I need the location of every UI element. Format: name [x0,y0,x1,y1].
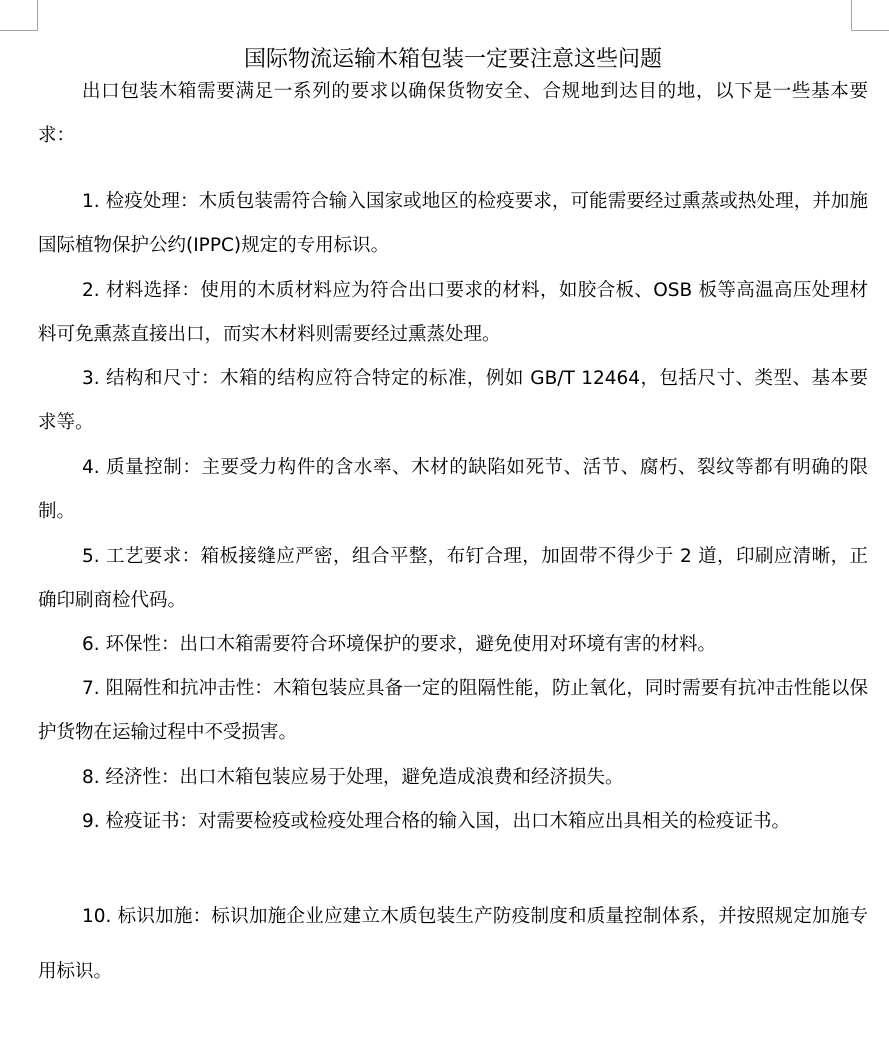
paragraph-item-2: 2. 材料选择：使用的木质材料应为符合出口要求的材料，如胶合板、OSB 板等高温高压处理材料可免熏蒸直接出口，而实木材料则需要经过熏蒸处理。 [38,280,868,345]
paragraph-item-10: 10. 标识加施：标识加施企业应建立木质包装生产防疫制度和质量控制体系，并按照规定加施专用标识。 [38,906,868,982]
paragraph-item-1: 1. 检疫处理：木质包装需符合输入国家或地区的检疫要求，可能需要经过熏蒸或热处理，并加施国际植物保护公约(IPPC)规定的专用标识。 [38,191,868,256]
paragraph-item-7: 7. 阻隔性和抗冲击性：木箱包装应具备一定的阻隔性能，防止氧化，同时需要有抗冲击性能以保护货物在运输过程中不受损害。 [38,678,868,743]
crop-mark-top-right-vertical [851,0,852,31]
paragraph-item-6: 6. 环保性：出口木箱需要符合环境保护的要求，避免使用对环境有害的材料。 [82,634,717,655]
crop-mark-top-right-horizontal [851,30,889,31]
document-title: 国际物流运输木箱包装一定要注意这些问题 [243,47,662,72]
paragraph-item-9: 9. 检疫证书：对需要检疫或检疫处理合格的输入国，出口木箱应出具相关的检疫证书。 [82,811,791,832]
crop-mark-top-left-horizontal [0,30,38,31]
crop-mark-top-left-vertical [37,0,38,31]
paragraph-item-8: 8. 经济性：出口木箱包装应易于处理，避免造成浪费和经济损失。 [82,767,624,788]
paragraph-item-5: 5. 工艺要求：箱板接缝应严密，组合平整，布钉合理，加固带不得少于 2 道，印刷应清晰，正确印刷商检代码。 [38,546,868,611]
paragraph-item-4: 4. 质量控制：主要受力构件的含水率、木材的缺陷如死节、活节、腐朽、裂纹等都有明确的限制。 [38,457,868,522]
paragraph-item-3: 3. 结构和尺寸：木箱的结构应符合特定的标准，例如 GB/T 12464，包括尺寸、类型、基本要求等。 [38,368,868,433]
intro-paragraph: 出口包装木箱需要满足一系列的要求以确保货物安全、合规地到达目的地，以下是一些基本要求： [38,81,868,146]
